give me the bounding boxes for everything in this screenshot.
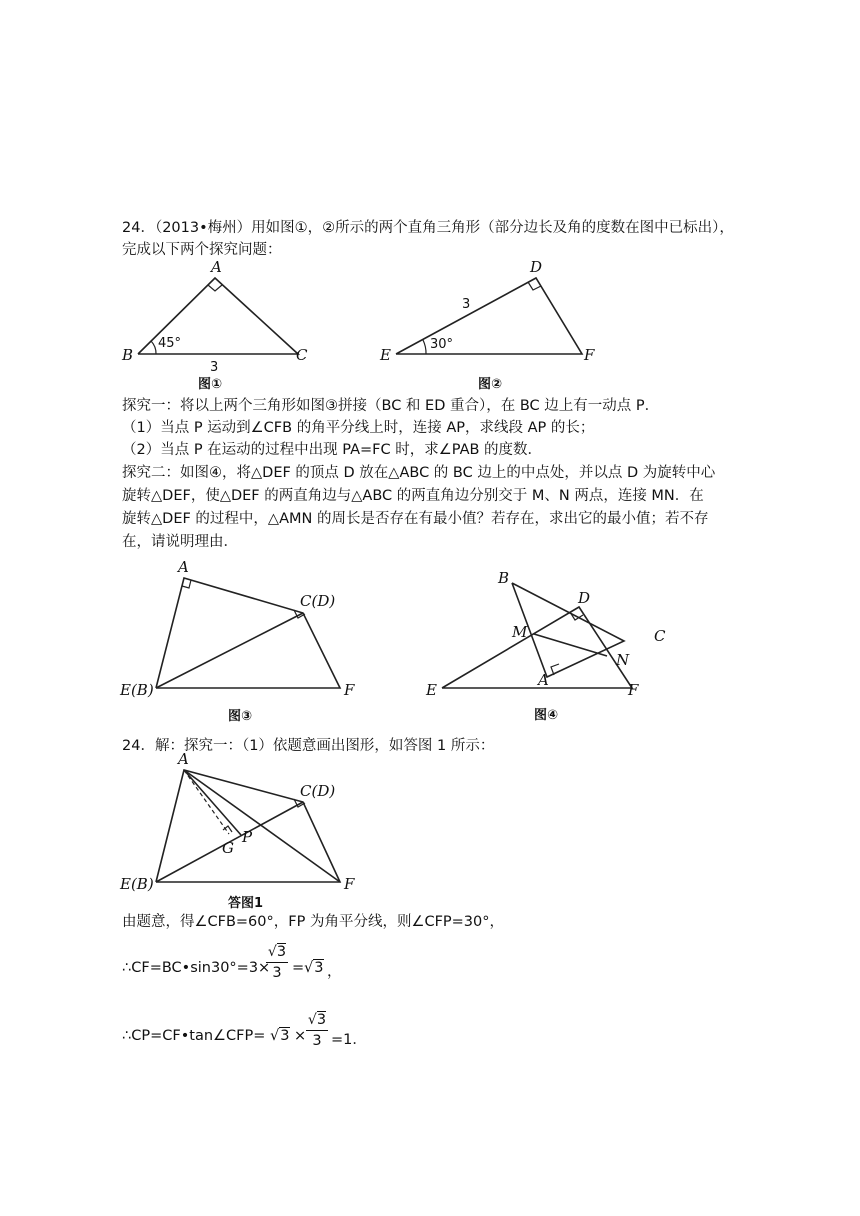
explore-2-line-1: 探究二：如图④，将△DEF 的顶点 D 放在△ABC 的 BC 边上的中点处，并以点 D 为旋转中心 — [122, 465, 716, 481]
label-a: A — [538, 671, 549, 689]
explore-1: 探究一：将以上两个三角形如图③拼接（BC 和 ED 重合），在 BC 边上有一动点 P． — [122, 398, 660, 414]
cp-sqrt: √3 — [270, 1028, 290, 1044]
label-f: F — [344, 875, 355, 893]
figure-2-caption: 图② — [478, 377, 503, 392]
label-e: E — [380, 346, 391, 364]
cp-end: =1． — [331, 1032, 367, 1048]
cf-sqrt: √3 — [304, 960, 324, 976]
figure-1-caption: 图① — [198, 377, 223, 392]
explore-2-line-3: 旋转△DEF 的过程中，△AMN 的周长是否存在有最小值？若存在，求出它的最小值；若不存 — [122, 511, 709, 527]
label-eb: E(B) — [120, 681, 154, 699]
problem-line-2: 完成以下两个探究问题： — [122, 242, 282, 258]
angle-arc — [423, 340, 426, 354]
angle-arc — [151, 341, 156, 354]
sqrt-argument: 3 — [314, 960, 324, 976]
right-angle-g — [223, 826, 232, 832]
diagonal-bc — [156, 613, 303, 688]
figure-1 — [118, 258, 318, 393]
label-d: D — [578, 589, 591, 607]
cf-equals: = — [292, 960, 305, 976]
label-a: A — [178, 558, 189, 576]
explore-2-line-2: 旋转△DEF，使△DEF 的两直角边与△ABC 的两直角边分别交于 M、N 两点，连接 MN．在 — [122, 488, 704, 504]
label-b: B — [498, 569, 510, 587]
cf-end: ， — [327, 964, 342, 980]
solution-line-1: 24．解：探究一：（1）依题意画出图形，如答图 1 所示： — [122, 738, 495, 754]
cp-times: × — [294, 1028, 307, 1044]
label-n: N — [616, 651, 630, 669]
question-1: （1）当点 P 运动到∠CFB 的角平分线上时，连接 AP，求线段 AP 的长； — [122, 420, 595, 436]
figure-4 — [424, 565, 684, 725]
label-eb: E(B) — [120, 875, 154, 893]
fraction-numerator: 3 — [276, 944, 287, 960]
label-e: E — [426, 681, 437, 699]
label-d: D — [530, 258, 543, 276]
side-3-label: 3 — [210, 360, 219, 375]
cf-fraction: √3 3 — [267, 944, 287, 981]
label-b: B — [122, 346, 134, 364]
problem-line-1: 24．（2013•梅州）用如图①，②所示的两个直角三角形（部分边长及角的度数在图中已标出）， — [122, 220, 734, 236]
label-cd: C(D) — [300, 592, 336, 610]
sqrt-argument: 3 — [280, 1028, 290, 1044]
fraction-denominator: 3 — [312, 1033, 322, 1049]
label-f: F — [628, 681, 639, 699]
label-g: G — [222, 839, 234, 857]
figure-3-caption: 图③ — [228, 709, 253, 724]
label-f: F — [344, 681, 355, 699]
side-3-label: 3 — [462, 297, 471, 312]
fraction-denominator: 3 — [272, 965, 282, 981]
triangle-abc — [512, 583, 624, 677]
figure-4-caption: 图④ — [534, 708, 559, 723]
fraction-numerator: 3 — [316, 1012, 327, 1028]
cp-fraction: √3 3 — [307, 1012, 327, 1049]
explore-2-line-4: 在，请说明理由． — [122, 534, 238, 550]
cp-formula-prefix: ∴CP=CF•tan∠CFP= — [122, 1028, 266, 1044]
figure-2 — [378, 258, 608, 393]
label-m: M — [512, 623, 528, 641]
label-c: C — [654, 627, 666, 645]
label-c: C — [296, 346, 308, 364]
cf-formula-prefix: ∴CF=BC•sin30°=3× — [122, 960, 271, 976]
label-cd: C(D) — [300, 782, 336, 800]
angle-45-label: 45° — [158, 336, 182, 351]
angle-30-label: 30° — [430, 337, 454, 352]
segment-mn — [534, 634, 607, 656]
label-p: P — [242, 828, 253, 846]
label-a: A — [178, 750, 189, 768]
label-a: A — [211, 258, 222, 276]
figure-3 — [118, 558, 378, 726]
label-f: F — [584, 346, 595, 364]
segment-ap — [184, 770, 241, 835]
solution-line-2: 由题意，得∠CFB=60°，FP 为角平分线，则∠CFP=30°， — [122, 914, 505, 930]
triangle-def — [442, 607, 632, 688]
right-angle-mark — [208, 285, 222, 291]
answer-figure-1 — [118, 752, 378, 912]
answer-figure-caption: 答图1 — [228, 896, 264, 911]
question-2: （2）当点 P 在运动的过程中出现 PA=FC 时，求∠PAB 的度数． — [122, 442, 543, 458]
